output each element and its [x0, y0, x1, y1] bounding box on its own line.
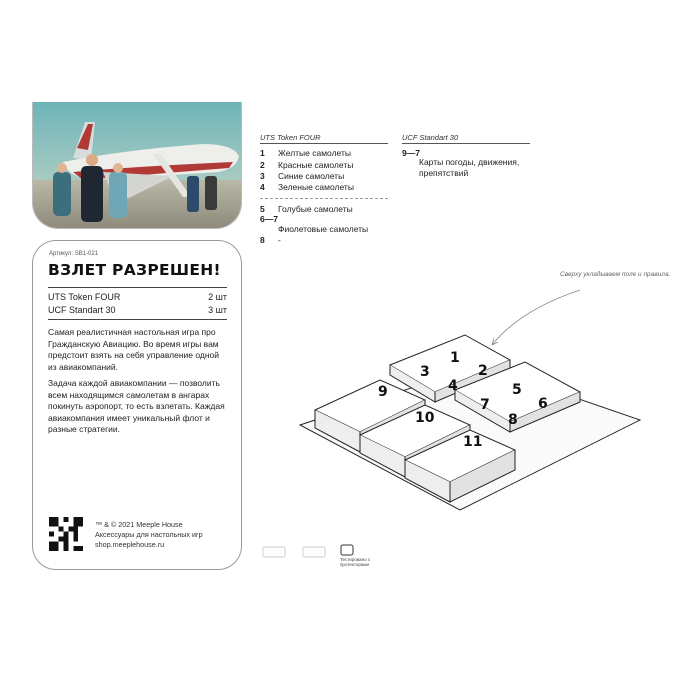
column-title: UTS Token FOUR [260, 133, 321, 142]
sleeve-tested-label: Тестировано с протекторами [340, 557, 371, 567]
slot-number: 10 [415, 410, 435, 426]
legend-number: 1 [260, 148, 265, 158]
faded-icon [302, 546, 328, 568]
legend-label: - [278, 235, 281, 245]
copyright: ™ & © 2021 Meeple House [95, 520, 183, 529]
legend-item [260, 148, 351, 158]
legend-label: Голубые самолеты [278, 204, 353, 214]
component-qty: 2 шт [208, 292, 227, 302]
legend-label: Синие самолеты [278, 171, 345, 181]
dashed-divider [260, 198, 388, 199]
slot-number: 7 [480, 397, 490, 413]
slot-number: 9 [378, 384, 388, 400]
legend-number: 3 [260, 171, 265, 181]
qr-code-icon [49, 517, 83, 551]
sleeve-tested-icon [340, 544, 384, 567]
component-qty: 3 шт [208, 305, 227, 315]
divider [48, 287, 227, 288]
slot-number: 2 [478, 363, 488, 379]
legend-number: 5 [260, 204, 265, 214]
component-row [48, 305, 227, 315]
legend-label: Красные самолеты [278, 160, 354, 170]
legend-number: 9—7 [402, 148, 420, 158]
divider [48, 319, 227, 320]
slot-number: 6 [538, 396, 548, 412]
legend-item [260, 160, 353, 170]
divider [260, 143, 388, 144]
legend-item [260, 171, 344, 181]
faded-icon [262, 546, 288, 568]
description-paragraph: Задача каждой авиакомпании — позволить всем находящимся самолетам в ангарах покинуть аэропорт, то есть взлетать. Каждая авиакомпания имеет уникальный флот и разные стратегии. [48, 378, 225, 435]
slot-number: 5 [512, 382, 522, 398]
legend-label: Желтые самолеты [278, 148, 352, 158]
box-layout-diagram [280, 270, 680, 530]
divider [402, 143, 530, 144]
slot-number: 4 [448, 378, 458, 394]
company-tagline: Аксессуары для настольных игр [95, 530, 203, 540]
legend-number: 6—7 [260, 214, 278, 224]
legend-item [260, 182, 354, 192]
component-name: UTS Token FOUR [48, 292, 121, 302]
legend-item [260, 235, 281, 245]
product-title: ВЗЛЕТ РАЗРЕШЕН! [48, 261, 221, 279]
footer-text [95, 520, 203, 551]
legend-item [260, 214, 278, 224]
airplane-photo [32, 102, 242, 229]
component-row [48, 292, 227, 302]
shop-url: shop.meeplehouse.ru [95, 540, 165, 550]
legend-label: Фиолетовые самолеты [278, 224, 369, 234]
slot-number: 8 [508, 412, 518, 428]
component-name: UCF Standart 30 [48, 305, 116, 315]
product-info-card [32, 240, 242, 570]
legend-item [260, 204, 353, 214]
slot-number: 3 [420, 364, 430, 380]
description-paragraph: Самая реалистичная настольная игра про Гражданскую Авиацию. Во время игры вам предстоит взять на себя управление одной из авиакомпаний. [48, 327, 220, 372]
slot-number: 1 [450, 350, 460, 366]
legend-label: Карты погоды, движения, препятствий [419, 157, 520, 178]
legend-number: 4 [260, 182, 265, 192]
placement-note: Сверху укладываем поле и правила. [560, 271, 671, 278]
column-title: UCF Standart 30 [402, 133, 459, 142]
airplane-illustration [33, 102, 241, 228]
legend-number: 8 [260, 235, 265, 245]
slot-number: 11 [463, 434, 483, 450]
legend-number: 2 [260, 160, 265, 170]
legend-label: Зеленые самолеты [278, 182, 354, 192]
sku-label: Артикул: SB1-021 [49, 251, 99, 257]
arrow-line [492, 290, 580, 345]
